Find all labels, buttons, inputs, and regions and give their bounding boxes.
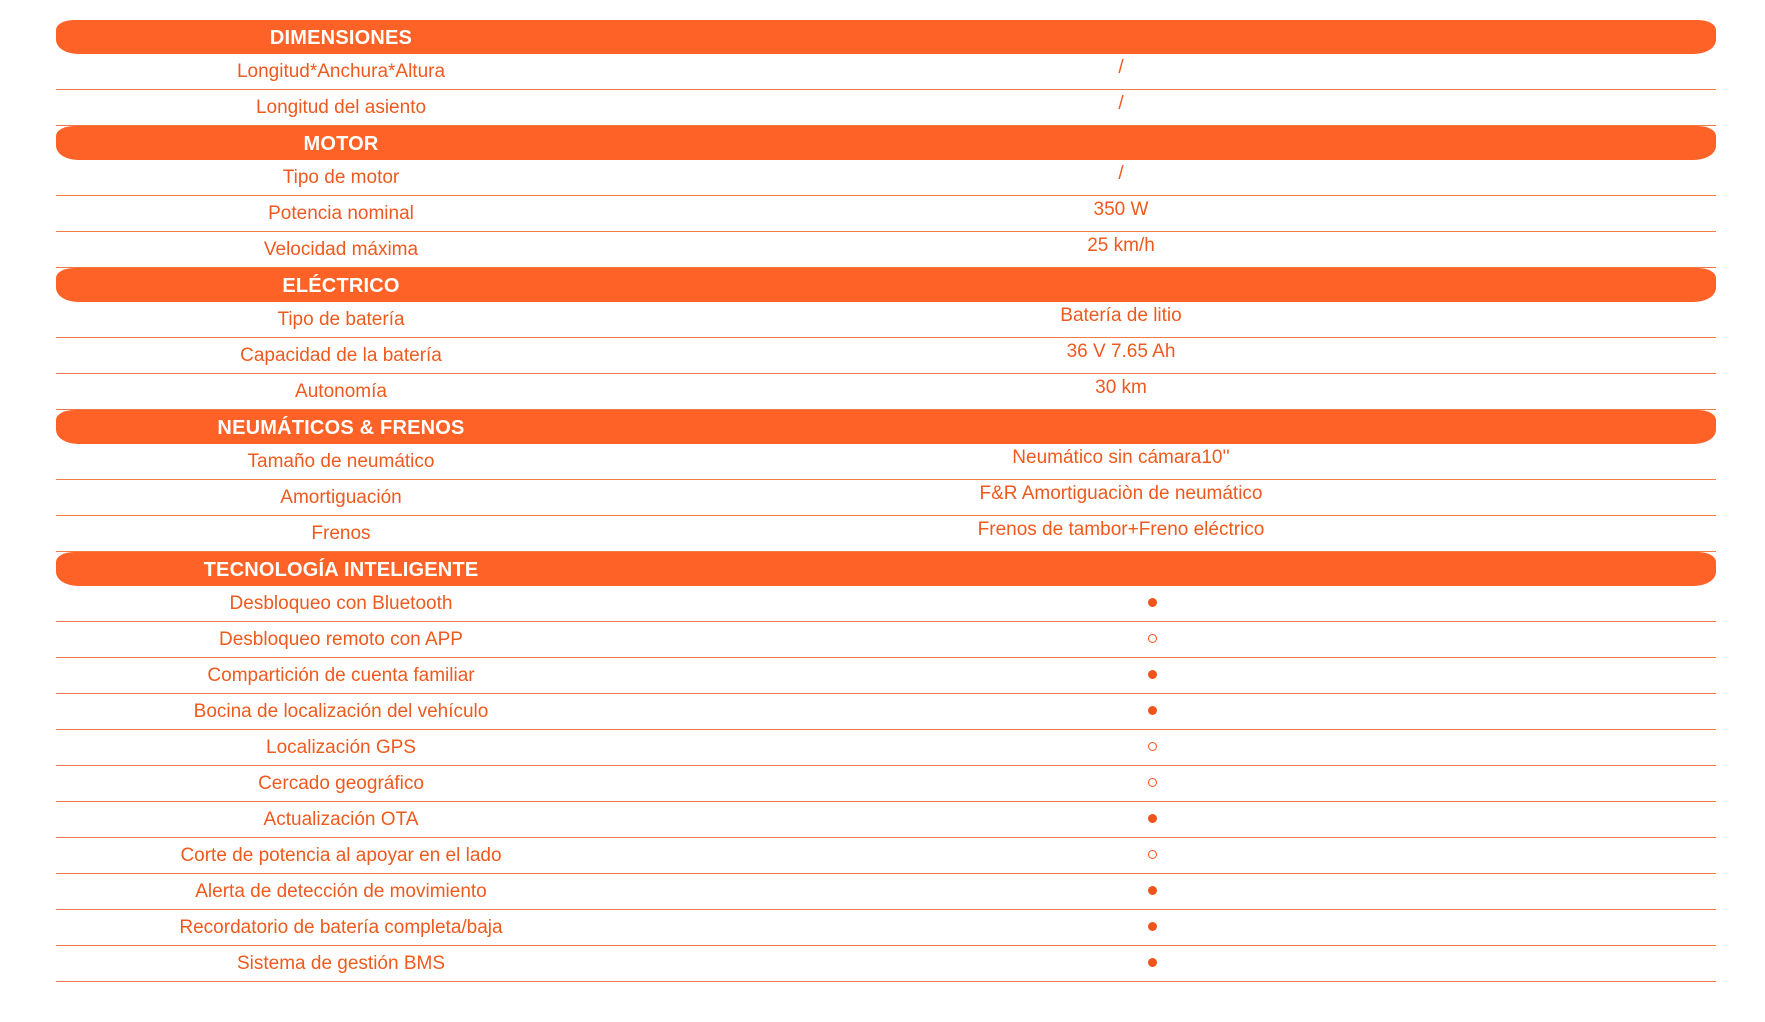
spec-label: Actualización OTA: [263, 809, 419, 830]
spec-label: Alerta de detección de movimiento: [195, 881, 487, 902]
section-title: ELÉCTRICO: [282, 275, 400, 297]
spec-table: [56, 20, 1716, 982]
spec-row: [56, 658, 1716, 694]
section-title: NEUMÁTICOS & FRENOS: [217, 417, 465, 439]
empty-dot-icon: [1148, 778, 1157, 787]
spec-row: [56, 196, 1716, 232]
spec-row: [56, 516, 1716, 552]
spec-value: 36 V 7.65 Ah: [1066, 341, 1176, 362]
spec-label: Localización GPS: [266, 737, 416, 758]
spec-value: 30 km: [1095, 377, 1147, 398]
spec-value: 25 km/h: [1087, 235, 1155, 256]
spec-row: [56, 302, 1716, 338]
section-title: DIMENSIONES: [269, 27, 413, 49]
spec-label: Corte de potencia al apoyar en el lado: [180, 845, 502, 866]
spec-value: F&R Amortiguaciòn de neumático: [979, 483, 1263, 504]
spec-label: Cercado geográfico: [258, 773, 424, 794]
spec-row: [56, 946, 1716, 982]
spec-row: [56, 54, 1716, 90]
spec-value: /: [1118, 163, 1124, 184]
spec-label: Desbloqueo remoto con APP: [219, 629, 463, 650]
section-header: [56, 126, 1716, 160]
spec-label: Longitud*Anchura*Altura: [236, 61, 446, 82]
spec-value: /: [1118, 57, 1124, 78]
spec-row: [56, 586, 1716, 622]
spec-value: 350 W: [1093, 199, 1149, 220]
section-title: TECNOLOGÍA INTELIGENTE: [203, 559, 479, 581]
section-electrico: [56, 268, 1716, 410]
spec-label: Velocidad máxima: [263, 239, 419, 260]
spec-row: [56, 694, 1716, 730]
spec-row: [56, 730, 1716, 766]
filled-dot-icon: [1148, 922, 1157, 931]
spec-label: Capacidad de la batería: [240, 345, 442, 366]
spec-label: Amortiguación: [280, 487, 402, 508]
spec-row: [56, 90, 1716, 126]
spec-value: Frenos de tambor+Freno eléctrico: [977, 519, 1265, 540]
spec-label: Longitud del asiento: [255, 97, 427, 118]
section-header: [56, 552, 1716, 586]
spec-label: Tipo de motor: [282, 167, 400, 188]
filled-dot-icon: [1148, 814, 1157, 823]
spec-label: Autonomía: [295, 381, 387, 402]
smart-feature-rows: [56, 586, 1716, 982]
section-neumaticos-frenos: [56, 410, 1716, 552]
spec-label: Tamaño de neumático: [247, 451, 435, 472]
spec-row: [56, 160, 1716, 196]
spec-row: [56, 766, 1716, 802]
spec-row: [56, 622, 1716, 658]
spec-label: Bocina de localización del vehículo: [193, 701, 489, 722]
spec-value: /: [1118, 93, 1124, 114]
spec-label: Recordatorio de batería completa/baja: [179, 917, 503, 938]
spec-row: [56, 232, 1716, 268]
empty-dot-icon: [1148, 742, 1157, 751]
section-title: MOTOR: [303, 133, 379, 155]
spec-row: [56, 444, 1716, 480]
spec-row: [56, 838, 1716, 874]
spec-label: Sistema de gestión BMS: [236, 953, 446, 974]
filled-dot-icon: [1148, 706, 1157, 715]
section-header: [56, 410, 1716, 444]
spec-label: Frenos: [311, 523, 371, 544]
spec-row: [56, 802, 1716, 838]
spec-value: Neumático sin cámara10'': [1012, 447, 1230, 468]
section-header: [56, 20, 1716, 54]
spec-row: [56, 480, 1716, 516]
filled-dot-icon: [1148, 670, 1157, 679]
section-dimensiones: [56, 20, 1716, 126]
section-motor: [56, 126, 1716, 268]
empty-dot-icon: [1148, 634, 1157, 643]
spec-row: [56, 338, 1716, 374]
spec-label: Desbloqueo con Bluetooth: [229, 593, 453, 614]
spec-value: Batería de litio: [1060, 305, 1182, 326]
spec-row: [56, 874, 1716, 910]
spec-row: [56, 374, 1716, 410]
section-header: [56, 268, 1716, 302]
filled-dot-icon: [1148, 886, 1157, 895]
filled-dot-icon: [1148, 598, 1157, 607]
filled-dot-icon: [1148, 958, 1157, 967]
spec-label: Compartición de cuenta familiar: [207, 665, 475, 686]
empty-dot-icon: [1148, 850, 1157, 859]
spec-row: [56, 910, 1716, 946]
spec-label: Tipo de batería: [277, 309, 405, 330]
section-tecnologia-inteligente: [56, 552, 1716, 982]
spec-label: Potencia nominal: [268, 203, 414, 224]
